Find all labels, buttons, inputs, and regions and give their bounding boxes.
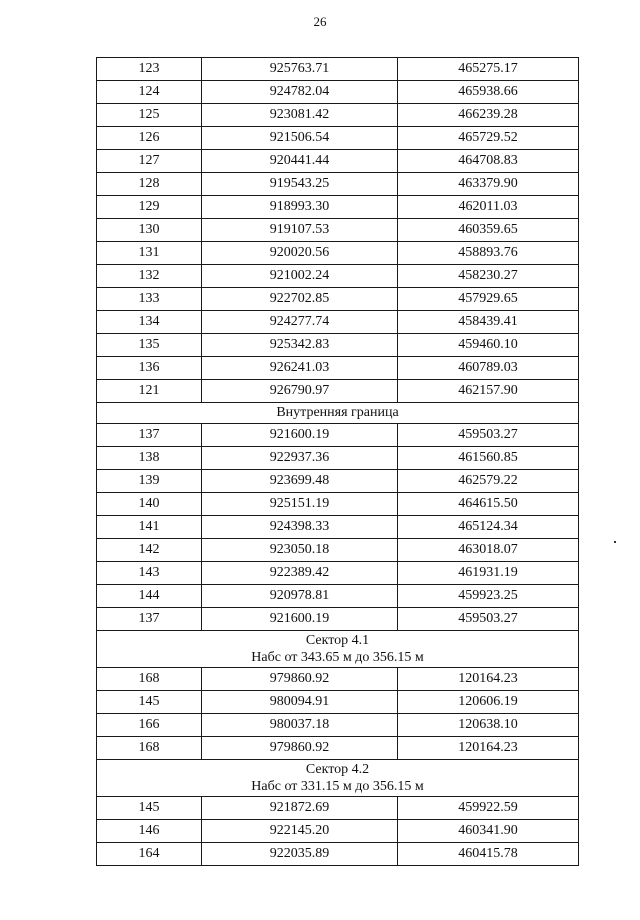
- x-coordinate-cell: 924782.04: [202, 81, 398, 104]
- point-number-cell: 123: [97, 58, 202, 81]
- table-row: [97, 797, 579, 820]
- point-number-cell: 132: [97, 265, 202, 288]
- table-row: [97, 424, 579, 447]
- point-number-cell: 129: [97, 196, 202, 219]
- x-coordinate-cell: 921002.24: [202, 265, 398, 288]
- point-number-cell: 121: [97, 380, 202, 403]
- y-coordinate-cell: 463018.07: [398, 539, 579, 562]
- x-coordinate-cell: 924277.74: [202, 311, 398, 334]
- y-coordinate-cell: 460415.78: [398, 843, 579, 866]
- section-elevation-range: Набс от 331.15 м до 356.15 м: [251, 779, 424, 794]
- y-coordinate-cell: 462011.03: [398, 196, 579, 219]
- y-coordinate-cell: 462157.90: [398, 380, 579, 403]
- x-coordinate-cell: 924398.33: [202, 516, 398, 539]
- x-coordinate-cell: 926241.03: [202, 357, 398, 380]
- x-coordinate-cell: 926790.97: [202, 380, 398, 403]
- point-number-cell: 130: [97, 219, 202, 242]
- y-coordinate-cell: 120164.23: [398, 668, 579, 691]
- point-number-cell: 127: [97, 150, 202, 173]
- y-coordinate-cell: 465729.52: [398, 127, 579, 150]
- x-coordinate-cell: 979860.92: [202, 737, 398, 760]
- x-coordinate-cell: 919543.25: [202, 173, 398, 196]
- table-row: [97, 173, 579, 196]
- table-row: [97, 380, 579, 403]
- y-coordinate-cell: 458893.76: [398, 242, 579, 265]
- y-coordinate-cell: 461931.19: [398, 562, 579, 585]
- point-number-cell: 144: [97, 585, 202, 608]
- x-coordinate-cell: 922389.42: [202, 562, 398, 585]
- section-header-row: [97, 760, 579, 797]
- x-coordinate-cell: 922702.85: [202, 288, 398, 311]
- section-header-row: [97, 403, 579, 424]
- table-row: [97, 447, 579, 470]
- page-number: 26: [313, 14, 327, 29]
- x-coordinate-cell: 923081.42: [202, 104, 398, 127]
- x-coordinate-cell: 922145.20: [202, 820, 398, 843]
- table-row: [97, 668, 579, 691]
- table-row: [97, 714, 579, 737]
- y-coordinate-cell: 464708.83: [398, 150, 579, 173]
- table-row: [97, 265, 579, 288]
- point-number-cell: 142: [97, 539, 202, 562]
- point-number-cell: 164: [97, 843, 202, 866]
- y-coordinate-cell: 459923.25: [398, 585, 579, 608]
- x-coordinate-cell: 921600.19: [202, 608, 398, 631]
- table-row: [97, 539, 579, 562]
- x-coordinate-cell: 925342.83: [202, 334, 398, 357]
- point-number-cell: 128: [97, 173, 202, 196]
- y-coordinate-cell: 460341.90: [398, 820, 579, 843]
- y-coordinate-cell: 460359.65: [398, 219, 579, 242]
- y-coordinate-cell: 459503.27: [398, 424, 579, 447]
- table-row: [97, 334, 579, 357]
- point-number-cell: 137: [97, 608, 202, 631]
- y-coordinate-cell: 465124.34: [398, 516, 579, 539]
- y-coordinate-cell: 459922.59: [398, 797, 579, 820]
- section-elevation-range: Набс от 343.65 м до 356.15 м: [251, 650, 424, 665]
- x-coordinate-cell: 920020.56: [202, 242, 398, 265]
- y-coordinate-cell: 465275.17: [398, 58, 579, 81]
- y-coordinate-cell: 464615.50: [398, 493, 579, 516]
- x-coordinate-cell: 980037.18: [202, 714, 398, 737]
- point-number-cell: 137: [97, 424, 202, 447]
- point-number-cell: 134: [97, 311, 202, 334]
- table-row: [97, 311, 579, 334]
- table-row: [97, 219, 579, 242]
- coordinates-table: [96, 57, 579, 866]
- y-coordinate-cell: 120638.10: [398, 714, 579, 737]
- y-coordinate-cell: 460789.03: [398, 357, 579, 380]
- table-row: [97, 691, 579, 714]
- y-coordinate-cell: 461560.85: [398, 447, 579, 470]
- table-row: [97, 58, 579, 81]
- y-coordinate-cell: 120164.23: [398, 737, 579, 760]
- point-number-cell: 168: [97, 668, 202, 691]
- section-header-row: [97, 631, 579, 668]
- x-coordinate-cell: 980094.91: [202, 691, 398, 714]
- x-coordinate-cell: 922937.36: [202, 447, 398, 470]
- point-number-cell: 126: [97, 127, 202, 150]
- y-coordinate-cell: 458230.27: [398, 265, 579, 288]
- y-coordinate-cell: 458439.41: [398, 311, 579, 334]
- x-coordinate-cell: 920978.81: [202, 585, 398, 608]
- table-row: [97, 737, 579, 760]
- coordinates-table-body: [97, 58, 579, 866]
- point-number-cell: 140: [97, 493, 202, 516]
- x-coordinate-cell: 921600.19: [202, 424, 398, 447]
- point-number-cell: 135: [97, 334, 202, 357]
- y-coordinate-cell: 463379.90: [398, 173, 579, 196]
- point-number-cell: 131: [97, 242, 202, 265]
- x-coordinate-cell: 979860.92: [202, 668, 398, 691]
- y-coordinate-cell: 457929.65: [398, 288, 579, 311]
- table-row: [97, 562, 579, 585]
- y-coordinate-cell: 459460.10: [398, 334, 579, 357]
- y-coordinate-cell: 120606.19: [398, 691, 579, 714]
- table-row: [97, 127, 579, 150]
- x-coordinate-cell: 922035.89: [202, 843, 398, 866]
- x-coordinate-cell: 920441.44: [202, 150, 398, 173]
- table-row: [97, 81, 579, 104]
- point-number-cell: 145: [97, 691, 202, 714]
- table-row: [97, 357, 579, 380]
- y-coordinate-cell: 465938.66: [398, 81, 579, 104]
- section-header-cell: [97, 760, 579, 797]
- table-row: [97, 608, 579, 631]
- table-row: [97, 585, 579, 608]
- section-header-cell: [97, 631, 579, 668]
- table-row: [97, 288, 579, 311]
- section-header-cell: [97, 403, 579, 424]
- point-number-cell: 139: [97, 470, 202, 493]
- scan-speck: [614, 541, 616, 543]
- table-row: [97, 196, 579, 219]
- section-title: Сектор 4.1: [305, 633, 370, 648]
- section-title: Сектор 4.2: [305, 762, 370, 777]
- x-coordinate-cell: 921506.54: [202, 127, 398, 150]
- point-number-cell: 143: [97, 562, 202, 585]
- table-row: [97, 493, 579, 516]
- x-coordinate-cell: 918993.30: [202, 196, 398, 219]
- table-row: [97, 820, 579, 843]
- table-row: [97, 516, 579, 539]
- table-row: [97, 843, 579, 866]
- section-title: Внутренняя граница: [276, 405, 399, 420]
- y-coordinate-cell: 466239.28: [398, 104, 579, 127]
- point-number-cell: 133: [97, 288, 202, 311]
- x-coordinate-cell: 919107.53: [202, 219, 398, 242]
- point-number-cell: 168: [97, 737, 202, 760]
- table-row: [97, 150, 579, 173]
- point-number-cell: 124: [97, 81, 202, 104]
- x-coordinate-cell: 921872.69: [202, 797, 398, 820]
- y-coordinate-cell: 462579.22: [398, 470, 579, 493]
- point-number-cell: 166: [97, 714, 202, 737]
- table-row: [97, 104, 579, 127]
- table-row: [97, 242, 579, 265]
- point-number-cell: 145: [97, 797, 202, 820]
- table-row: [97, 470, 579, 493]
- point-number-cell: 136: [97, 357, 202, 380]
- point-number-cell: 146: [97, 820, 202, 843]
- x-coordinate-cell: 925151.19: [202, 493, 398, 516]
- x-coordinate-cell: 923699.48: [202, 470, 398, 493]
- point-number-cell: 125: [97, 104, 202, 127]
- x-coordinate-cell: 923050.18: [202, 539, 398, 562]
- point-number-cell: 138: [97, 447, 202, 470]
- x-coordinate-cell: 925763.71: [202, 58, 398, 81]
- point-number-cell: 141: [97, 516, 202, 539]
- y-coordinate-cell: 459503.27: [398, 608, 579, 631]
